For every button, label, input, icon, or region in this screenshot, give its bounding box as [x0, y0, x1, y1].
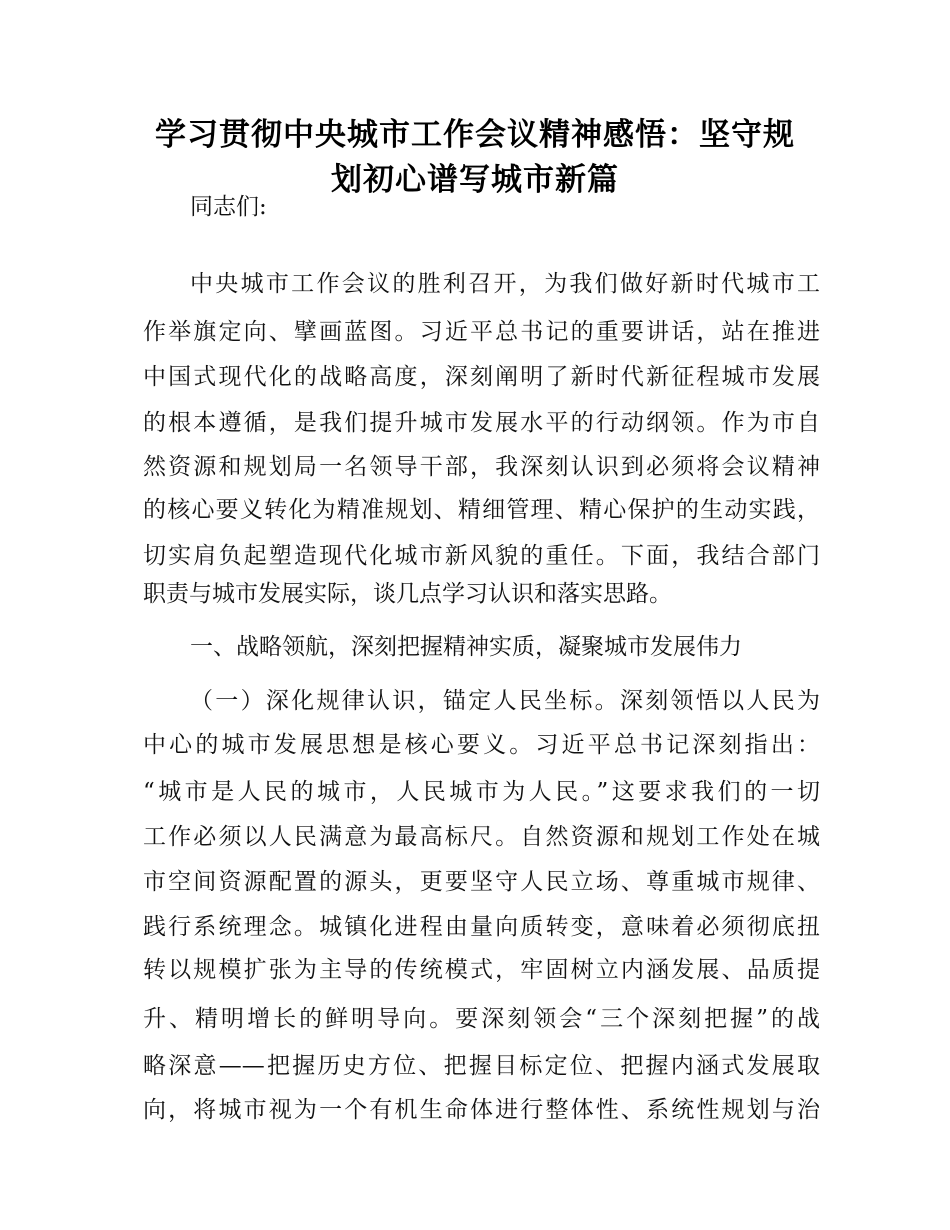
body-line: 升、精明增长的鲜明导向。要深刻领会“三个深刻把握”的战: [143, 1006, 820, 1032]
body-line: 工作必须以人民满意为最高标尺。自然资源和规划工作处在城: [143, 824, 820, 850]
body-line: 略深意——把握历史方位、把握目标定位、把握内涵式发展取: [143, 1053, 820, 1079]
body-line: 的根本遵循，是我们提升城市发展水平的行动纲领。作为市自: [143, 410, 820, 436]
document-title-line-1: 学习贯彻中央城市工作会议精神感悟：坚守规: [155, 117, 795, 153]
body-line: 切实肩负起塑造现代化城市新风貌的重任。下面，我结合部门: [143, 543, 820, 569]
body-line: 向，将城市视为一个有机生命体进行整体性、系统性规划与治: [143, 1097, 820, 1123]
body-line: 然资源和规划局一名领导干部，我深刻认识到必须将会议精神: [143, 454, 820, 480]
section-heading: 一、战略领航，深刻把握精神实质，凝聚城市发展伟力: [190, 634, 742, 660]
subsection-line: （一）深化规律认识，锚定人民坐标。深刻领悟以人民为: [190, 688, 820, 714]
body-line: 中心的城市发展思想是核心要义。习近平总书记深刻指出：: [143, 732, 820, 758]
greeting: 同志们:: [190, 194, 267, 220]
document-title-line-2: 划初心谱写城市新篇: [331, 162, 619, 198]
body-line: 中央城市工作会议的胜利召开，为我们做好新时代城市工: [190, 271, 820, 297]
body-line: 职责与城市发展实际，谈几点学习认识和落实思路。: [143, 581, 672, 607]
body-line: 的核心要义转化为精准规划、精细管理、精心保护的生动实践，: [143, 497, 820, 523]
body-line: 中国式现代化的战略高度，深刻阐明了新时代新征程城市发展: [143, 364, 820, 390]
body-line: “城市是人民的城市，人民城市为人民。”这要求我们的一切: [143, 779, 820, 805]
body-line: 转以规模扩张为主导的传统模式，牢固树立内涵发展、品质提: [143, 957, 820, 983]
body-line: 践行系统理念。城镇化进程由量向质转变，意味着必须彻底扭: [143, 914, 820, 940]
body-line: 市空间资源配置的源头，更要坚守人民立场、尊重城市规律、: [143, 869, 820, 895]
body-line: 作举旗定向、擘画蓝图。习近平总书记的重要讲话，站在推进: [143, 319, 820, 345]
